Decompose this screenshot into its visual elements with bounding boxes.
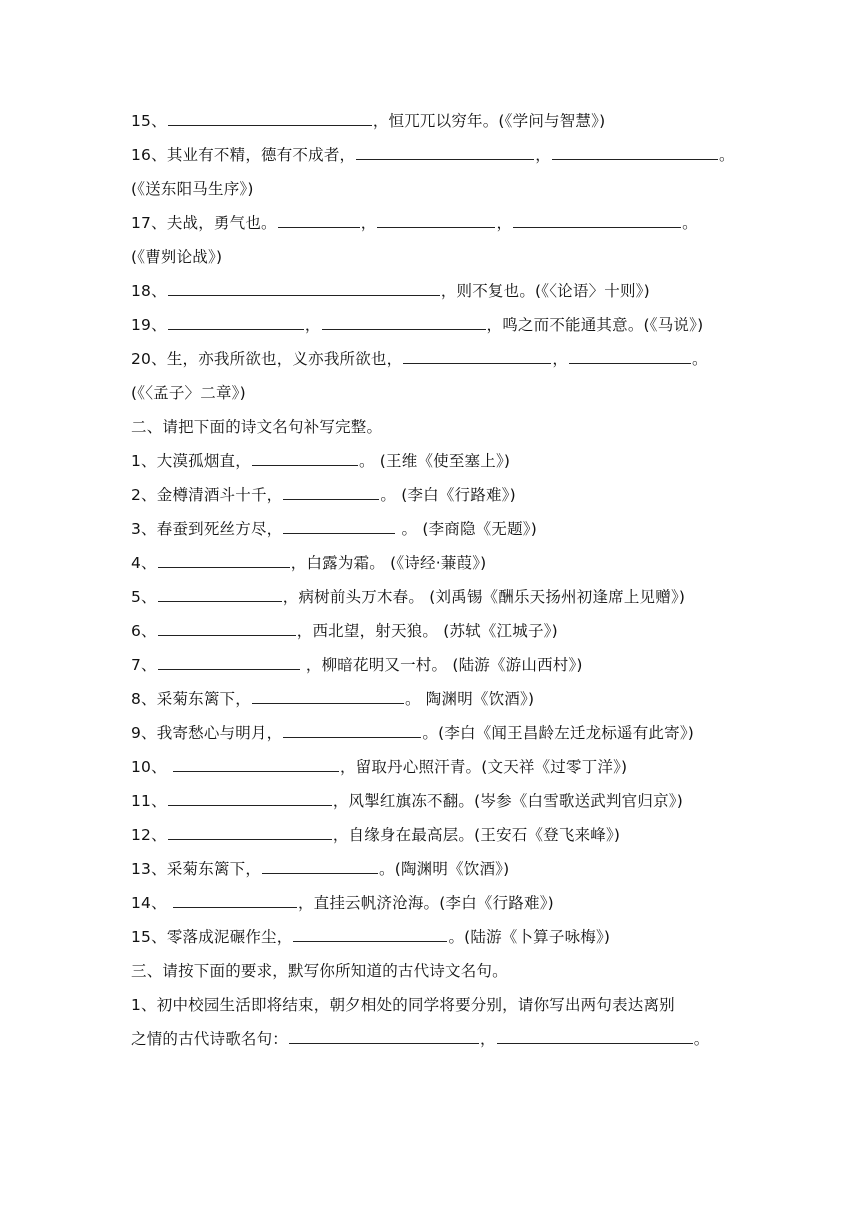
text: ， <box>496 214 513 232</box>
q-line-19 <box>131 313 731 337</box>
poem-line-6 <box>131 619 731 643</box>
answer-blank[interactable] <box>168 109 372 126</box>
text: 16、其业有不精，德有不成者， <box>131 146 356 164</box>
poem-line-8 <box>131 687 731 711</box>
q-line-18 <box>131 279 731 303</box>
answer-blank[interactable] <box>278 211 360 228</box>
answer-blank[interactable] <box>252 449 358 466</box>
text: 15、零落成泥碾作尘， <box>131 928 293 946</box>
answer-blank[interactable] <box>552 143 718 160</box>
poem-line-12 <box>131 823 731 847</box>
text: 7、 <box>131 656 157 674</box>
answer-blank[interactable] <box>173 755 339 772</box>
text: ， <box>304 316 321 334</box>
text: 12、 <box>131 826 167 844</box>
answer-blank[interactable] <box>158 585 282 602</box>
text: 15、 <box>131 112 167 130</box>
text: 。 (李商隐《无题》) <box>396 520 537 538</box>
answer-blank[interactable] <box>283 517 395 534</box>
text: ， <box>535 146 551 164</box>
text: ，自缘身在最高层。(王安石《登飞来峰》) <box>332 826 621 844</box>
text: ，直挂云帆济沧海。(李白《行路难》) <box>297 894 554 912</box>
answer-blank[interactable] <box>283 721 421 738</box>
text: 17、夫战，勇气也。 <box>131 214 277 232</box>
poem-line-3 <box>131 517 731 541</box>
text: 三、请按下面的要求，默写你所知道的古代诗文名句。 <box>131 962 508 980</box>
answer-blank[interactable] <box>322 313 486 330</box>
q-line-16-source <box>131 177 731 201</box>
answer-blank[interactable] <box>356 143 534 160</box>
answer-blank[interactable] <box>293 925 447 942</box>
text: 。 (王维《使至塞上》) <box>358 452 511 470</box>
answer-blank[interactable] <box>513 211 681 228</box>
text: 6、 <box>131 622 157 640</box>
text: 。 <box>692 350 708 368</box>
text: ，风掣红旗冻不翻。(岑参《白雪歌送武判官归京》) <box>332 792 683 810</box>
answer-blank[interactable] <box>158 653 300 670</box>
text: ，病树前头万木春。 (刘禹锡《酬乐天扬州初逢席上见赠》) <box>282 588 686 606</box>
q-line-17-source <box>131 245 731 269</box>
text: ，恒兀兀以穷年。(《学问与智慧》) <box>372 112 606 130</box>
text: 。 <box>718 146 735 164</box>
q-line-20 <box>131 347 731 371</box>
text: 。 <box>682 214 698 232</box>
poem-line-4 <box>131 551 731 575</box>
text: ，留取丹心照汗青。(文天祥《过零丁洋》) <box>339 758 628 776</box>
text: ，鸣之而不能通其意。(《马说》) <box>486 316 704 334</box>
answer-blank[interactable] <box>168 823 332 840</box>
poem-line-5 <box>131 585 731 609</box>
answer-blank[interactable] <box>569 347 691 364</box>
text: ，西北望，射天狼。 (苏轼《江城子》) <box>296 622 558 640</box>
text: 19、 <box>131 316 167 334</box>
answer-blank[interactable] <box>497 1027 693 1044</box>
poem-line-7 <box>131 653 731 677</box>
poem-line-15 <box>131 925 731 949</box>
answer-blank[interactable] <box>262 857 378 874</box>
poem-line-10 <box>131 755 731 779</box>
answer-blank[interactable] <box>168 789 332 806</box>
answer-blank[interactable] <box>158 551 290 568</box>
text: 10、 <box>131 758 172 776</box>
answer-blank[interactable] <box>168 313 304 330</box>
text: (《曹刿论战》) <box>131 248 223 266</box>
text: 4、 <box>131 554 157 572</box>
text: ，柳暗花明又一村。 (陆游《游山西村》) <box>300 656 583 674</box>
text: 20、生，亦我所欲也，义亦我所欲也， <box>131 350 403 368</box>
text: ， <box>552 350 569 368</box>
text: 二、请把下面的诗文名句补写完整。 <box>131 418 383 436</box>
text: ，白露为霜。 (《诗经·蒹葭》) <box>290 554 487 572</box>
text: 3、春蚕到死丝方尽， <box>131 520 283 538</box>
section-heading-3 <box>131 959 731 983</box>
answer-blank[interactable] <box>173 891 297 908</box>
answer-blank[interactable] <box>289 1027 479 1044</box>
answer-blank[interactable] <box>158 619 296 636</box>
text: 5、 <box>131 588 157 606</box>
text: 1、大漠孤烟直， <box>131 452 251 470</box>
text: 2、金樽清酒斗十千， <box>131 486 283 504</box>
req-line-1-cont <box>131 1027 731 1051</box>
answer-blank[interactable] <box>377 211 495 228</box>
q-line-17 <box>131 211 731 235</box>
text: ，则不复也。(《〈论语〉十则》) <box>440 282 650 300</box>
text: 之情的古代诗歌名句： <box>131 1030 289 1048</box>
text: 。 <box>693 1030 710 1048</box>
poem-line-11 <box>131 789 731 813</box>
section-heading-2 <box>131 415 731 439</box>
text: 13、采菊东篱下， <box>131 860 262 878</box>
answer-blank[interactable] <box>168 279 440 296</box>
answer-blank[interactable] <box>283 483 379 500</box>
text: 18、 <box>131 282 167 300</box>
poem-line-14 <box>131 891 731 915</box>
text: 。(陆游《卜算子咏梅》) <box>448 928 611 946</box>
text: 14、 <box>131 894 172 912</box>
text: 。 陶渊明《饮酒》) <box>404 690 535 708</box>
text: (《〈孟子〉二章》) <box>131 384 246 402</box>
poem-line-9 <box>131 721 731 745</box>
poem-line-13 <box>131 857 731 881</box>
req-line-1 <box>131 993 731 1017</box>
text: (《送东阳马生序》) <box>131 180 254 198</box>
answer-blank[interactable] <box>403 347 551 364</box>
poem-line-1 <box>131 449 731 473</box>
q-line-16 <box>131 143 735 167</box>
text: 。(陶渊明《饮酒》) <box>379 860 510 878</box>
answer-blank[interactable] <box>252 687 404 704</box>
q-line-15 <box>131 109 731 133</box>
text: 9、我寄愁心与明月， <box>131 724 283 742</box>
text: 。(李白《闻王昌龄左迁龙标遥有此寄》) <box>422 724 695 742</box>
text: ， <box>360 214 377 232</box>
text: 11、 <box>131 792 167 810</box>
text: 1、初中校园生活即将结束，朝夕相处的同学将要分别，请你写出两句表达离别 <box>131 996 675 1014</box>
text: 8、采菊东篱下， <box>131 690 251 708</box>
text: ， <box>480 1030 496 1048</box>
text: 。 (李白《行路难》) <box>380 486 516 504</box>
q-line-20-source <box>131 381 731 405</box>
poem-line-2 <box>131 483 731 507</box>
